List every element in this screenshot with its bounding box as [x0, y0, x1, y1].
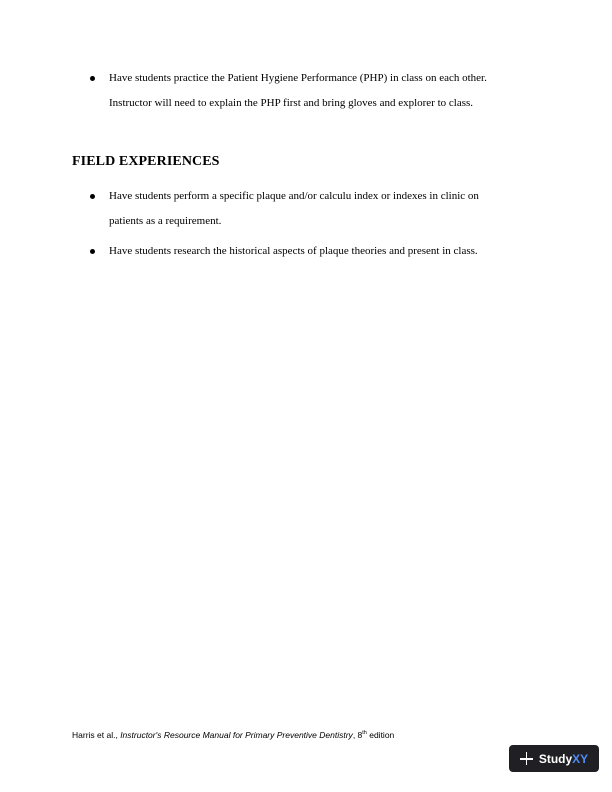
bullet-icon — [90, 76, 95, 81]
list-item — [90, 239, 560, 264]
bullet-text-line: Instructor will need to explain the PHP first and bring gloves and explorer to class. — [109, 97, 474, 109]
page-footer — [72, 730, 394, 740]
list-item — [90, 66, 560, 116]
section-heading: FIELD EXPERIENCES — [72, 154, 220, 169]
brand-name-accent: XY — [572, 751, 589, 766]
field-experiences-list — [90, 184, 560, 264]
bullet-icon — [90, 249, 95, 254]
bullet-icon — [90, 194, 95, 199]
bullet-text-line: Have students practice the Patient Hygiene Performance (PHP) in class on each other. — [109, 72, 487, 84]
footer-ordinal: th — [362, 730, 367, 737]
footer-book-title: Instructor's Resource Manual for Primary Preventive Dentistry — [120, 730, 353, 740]
footer-separator: , 8 — [352, 730, 363, 740]
list-item — [90, 184, 560, 234]
footer-authors: Harris et al., — [72, 730, 121, 740]
bullet-text-line: patients as a requirement. — [109, 215, 222, 227]
plus-icon — [520, 752, 533, 765]
bullet-text-line: Have students research the historical aspects of plaque theories and present in class. — [109, 245, 478, 257]
brand-name-main: Study — [538, 751, 573, 766]
bullet-text-line: Have students perform a specific plaque and/or calculu index or indexes in clinic on — [109, 190, 479, 202]
studyxy-logo[interactable] — [509, 745, 599, 772]
footer-edition: edition — [366, 730, 395, 740]
activity-list — [90, 66, 560, 116]
